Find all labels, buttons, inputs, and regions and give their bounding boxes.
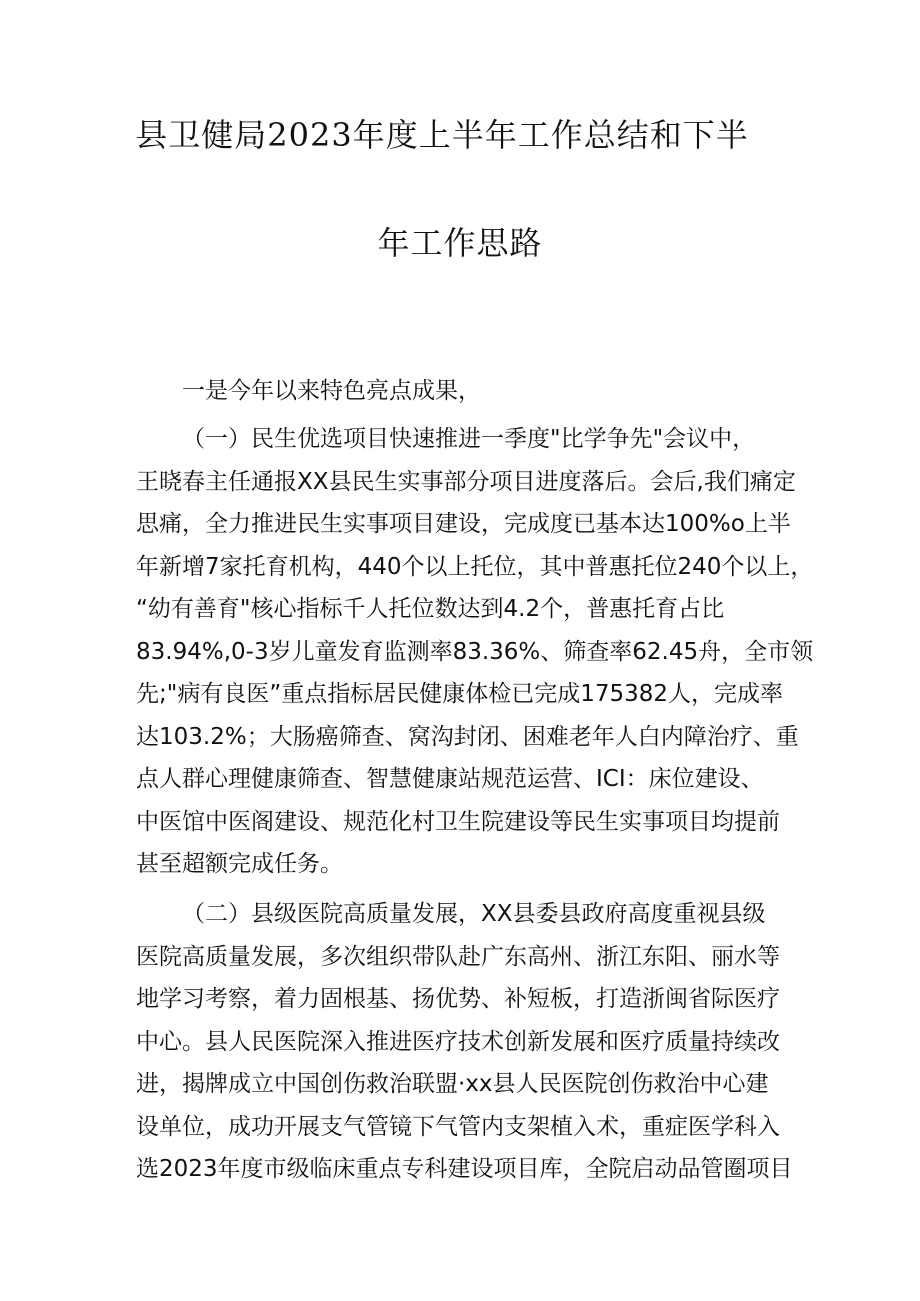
paragraph-line: 年新增7家托育机构，440个以上托位，其中普惠托位240个以上， — [136, 553, 814, 580]
section-heading-text: 一是今年以来特色亮点成果， — [182, 378, 481, 404]
paragraph-line: 达103.2%；大肠癌筛查、窝沟封闭、困难老年人白内障治疗、重 — [136, 723, 799, 750]
paragraph-line: 选2023年度市级临床重点专科建设项目库，全院启动品管圈项目 — [136, 1156, 793, 1182]
section-heading — [136, 370, 796, 413]
paragraph-line: 甚至超额完成任务。 — [136, 851, 343, 877]
paragraph-line: （一）民生优选项目快速推进一季度"比学争先"会议中， — [182, 426, 756, 452]
paragraph-line: “幼有善育"核心指标千人托位数达到4.2个，普惠托育占比 — [136, 596, 725, 622]
paragraph-line: 点人群心理健康筛查、智慧健康站规范运营、ICI：床位建设、 — [136, 766, 764, 792]
paragraph-line: 设单位，成功开展支气管镜下气管内支架植入术，重症医学科入 — [136, 1113, 780, 1140]
paragraph-line: 中心。县人民医院深入推进医疗技术创新发展和医疗质量持续改 — [136, 1028, 780, 1055]
document-title-line-2: 年工作思路 — [377, 224, 543, 262]
paragraph-line: 思痛，全力推进民生实事项目建设，完成度已基本达100%o上半 — [136, 511, 791, 537]
paragraph-line: 医院高质量发展，多次组织带队赴广东高州、浙江东阳、丽水等 — [136, 943, 780, 970]
paragraph-line: 83.94%,0-3岁儿童发育监测率83.36%、筛查率62.45舟，全市领 — [136, 638, 814, 665]
paragraph-line: （二）县级医院高质量发展，XX县委县政府高度重视县级 — [182, 901, 766, 927]
paragraph-2 — [136, 893, 796, 1191]
paragraph-line: 王晓春主任通报XX县民生实事部分项目进度落后。会后,我们痛定 — [136, 468, 796, 495]
paragraph-line: 先;"病有良医”重点指标居民健康体检已完成175382人，完成率 — [136, 681, 784, 707]
paragraph-line: 中医馆中医阁建设、规范化村卫生院建设等民生实事项目均提前 — [136, 808, 780, 835]
document-title-line-1: 县卫健局2023年度上半年工作总结和下半 — [135, 116, 749, 154]
paragraph-1 — [136, 418, 814, 886]
paragraph-line: 地学习考察，着力固根基、扬优势、补短板，打造浙闽省际医疗 — [136, 986, 780, 1012]
paragraph-line: 进，揭牌成立中国创伤救治联盟·xx县人民医院创伤救治中心建 — [136, 1071, 769, 1097]
